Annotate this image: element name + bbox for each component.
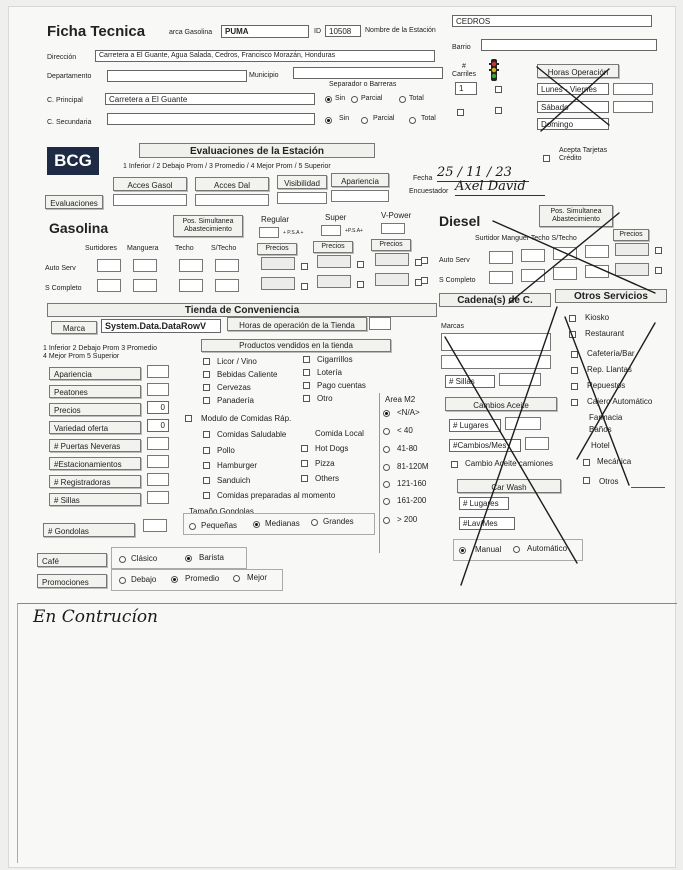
tamano-medianas-label: Medianas: [265, 519, 300, 528]
estacion-field[interactable]: CEDROS: [452, 15, 652, 27]
prod-cigarrillos-label: Cigarrillos: [317, 355, 353, 364]
notes-handwritten: En Contrucíon: [33, 607, 159, 627]
super-label: Super: [325, 213, 347, 222]
cafe-clasico-label: Clásico: [131, 554, 158, 563]
cadena-cross-b: [461, 307, 557, 585]
diesel-cross-a: [493, 221, 655, 293]
eval-variedad-button[interactable]: Variedad oferta: [49, 421, 141, 434]
cambios-aceite-button[interactable]: Cambios Aceite: [445, 397, 557, 411]
horas-operacion-button[interactable]: Horas Operación: [537, 64, 619, 78]
separador2-total-label: Total: [421, 115, 436, 122]
tarjetas-label: Acepta Tarjetas Crédito: [559, 147, 608, 162]
fecha-handwritten: 25 / 11 / 23: [437, 165, 512, 180]
area-over200-label: > 200: [397, 515, 418, 524]
promo-mejor-label: Mejor: [247, 573, 268, 582]
prod-licor-label: Licor / Vino: [217, 357, 257, 366]
eval-registradoras-button[interactable]: # Registradoras: [49, 475, 141, 488]
tienda-horas-button[interactable]: Horas de operación de la Tienda: [227, 317, 367, 331]
diesel-title: Diesel: [439, 213, 481, 229]
prod-otro-label: Otro: [317, 394, 333, 403]
eval-sillas-button[interactable]: # Sillas: [49, 493, 141, 506]
cadena-header: Cadena(s) de C.: [439, 293, 551, 307]
municipio-label: Municipio: [249, 72, 279, 79]
separador2-parcial-label: Parcial: [373, 115, 395, 122]
marca-field[interactable]: PUMA: [221, 25, 309, 38]
separador-parcial-label: Parcial: [361, 95, 383, 102]
promo-promedio-label: Promedio: [185, 574, 220, 583]
vpower-precios-button[interactable]: Precios: [371, 239, 411, 251]
otros-cajero-label: Cajero Automático: [587, 397, 653, 406]
area-label: Area M2: [385, 395, 416, 404]
diesel-s-completo-label: S Completo: [439, 277, 476, 284]
otros-kiosko-label: Kiosko: [585, 313, 610, 322]
prod-panaderia-label: Panadería: [217, 396, 254, 405]
tienda-header: Tienda de Conveniencia: [47, 303, 437, 317]
prod-cervezas-label: Cervezas: [217, 383, 251, 392]
direccion-label: Dirección: [47, 54, 77, 61]
separador-total-label: Total: [409, 95, 424, 102]
eval-apariencia-button[interactable]: Apariencia: [49, 367, 141, 380]
prod-bebidas-label: Bebidas Caliente: [217, 370, 278, 379]
id-label: ID: [314, 28, 321, 35]
otros-farmacia-label: Farmacia: [589, 413, 623, 422]
secundaria-label: C. Secundaria: [47, 119, 92, 126]
visibilidad-button[interactable]: Visibilidad: [277, 175, 327, 189]
eval-variedad-value[interactable]: 0: [147, 419, 169, 432]
domingo-field[interactable]: Domingo: [537, 118, 609, 130]
gasolina-col-surtidores: Surtidores: [85, 245, 117, 252]
principal-field[interactable]: Carretera a El Guante: [105, 93, 315, 105]
otros-cafeteria-label: Cafetería/Bar: [587, 349, 635, 358]
otros-restaurant-label: Restaurant: [585, 329, 625, 338]
principal-label: C. Principal: [47, 97, 83, 104]
cadena-cross-a: [445, 337, 577, 563]
comida-hamburger-label: Hamburger: [217, 461, 258, 470]
otros-hotel-label: Hotel: [591, 441, 610, 450]
separador-sin-label: Sin: [335, 95, 346, 102]
evaluaciones-scale: 1 Inferior / 2 Debajo Prom / 3 Promedio / 4 Mejor Prom / 5 Superior: [123, 163, 331, 170]
carwash-automatico-label: Automático: [527, 544, 568, 553]
gasolina-s-completo-label: S Completo: [45, 285, 82, 292]
tienda-scale-1: 1 Inferior 2 Debajo Prom 3 Promedio: [43, 345, 157, 352]
separador-label: Separador o Barreras: [329, 81, 397, 88]
tamano-gondolas-label: Tamaño Gondolas: [189, 507, 254, 516]
otros-repuestos-label: Repuestos: [587, 381, 626, 390]
encuestador-handwritten: Axel David: [455, 179, 526, 194]
gasolina-title: Gasolina: [49, 220, 109, 236]
comida-sanduich-label: Sanduich: [217, 476, 251, 485]
acces-gasol-button[interactable]: Acces Gasol: [113, 177, 187, 191]
diesel-cols: Surtidor Manguer Techo S/Techo: [475, 235, 577, 242]
tamano-pequenas-label: Pequeñas: [201, 521, 238, 530]
barrio-label: Barrio: [452, 44, 471, 51]
regular-label: Regular: [261, 215, 290, 224]
lugares-field[interactable]: # Lugares: [449, 419, 501, 432]
cambios-mes-field[interactable]: #Cambios/Mes: [449, 439, 521, 452]
marca-label: arca Gasolina: [169, 29, 213, 36]
departamento-label: Departamento: [47, 73, 92, 80]
modulo-comidas-label: Modulo de Comidas Ráp.: [201, 414, 292, 423]
eval-puertas-button[interactable]: # Puertas Neveras: [49, 439, 141, 452]
car-wash-button[interactable]: Car Wash: [457, 479, 561, 493]
diesel-auto-serv-label: Auto Serv: [439, 257, 470, 264]
area-200-label: 161-200: [397, 496, 427, 505]
vpower-label: V-Power: [381, 211, 412, 220]
area-na-label: <N/A>: [397, 408, 420, 417]
form-title: Ficha Tecnica: [47, 23, 146, 40]
comida-pizza-label: Pizza: [315, 459, 335, 468]
gasolina-auto-serv-label: Auto Serv: [45, 265, 76, 272]
cadena-marcas-label: Marcas: [441, 323, 464, 330]
eval-precios-value[interactable]: 0: [147, 401, 169, 414]
super-precios-button[interactable]: Precios: [313, 241, 353, 253]
comida-others-label: Others: [315, 474, 340, 483]
diesel-precios-button[interactable]: Precios: [613, 229, 649, 241]
fecha-label: Fecha: [413, 175, 433, 182]
otros-banos-label: Baños: [589, 425, 612, 434]
comida-pollo-label: Pollo: [217, 446, 235, 455]
eval-peatones-button[interactable]: Peatones: [49, 385, 141, 398]
carwash-manual-label: Manual: [475, 545, 502, 554]
area-120-label: 81-120M: [397, 462, 429, 471]
psa-label-2: +P.S.A+: [345, 228, 363, 234]
productos-button[interactable]: Productos vendidos en la tienda: [201, 339, 391, 352]
cafe-barista-label: Barista: [199, 553, 224, 562]
gondolas-button[interactable]: # Gondolas: [43, 523, 135, 537]
otros-otros-label: Otros: [599, 477, 619, 486]
otros-cross-a: [565, 317, 632, 485]
area-80-label: 41-80: [397, 444, 418, 453]
gasolina-pos-sim-button[interactable]: Pos. Simultanea Abastecimiento: [173, 215, 243, 237]
comida-saludable-label: Comidas Saludable: [217, 430, 287, 439]
gasolina-col-techo: Techo: [175, 245, 194, 252]
gasolina-col-manguera: Manguera: [127, 245, 159, 252]
cambio-camiones-label: Cambio Aceite camiones: [465, 459, 554, 468]
carriles-field[interactable]: 1: [455, 82, 477, 95]
tamano-grandes-label: Grandes: [323, 517, 354, 526]
eval-estacionamientos-button[interactable]: #Estacionamientos: [49, 457, 141, 470]
comida-preparadas-label: Comidas preparadas al momento: [217, 491, 336, 500]
carwash-lugares-field[interactable]: # Lugares: [459, 497, 509, 510]
diesel-pos-sim-button[interactable]: Pos. Simultanea Abastecimiento: [539, 205, 613, 227]
tienda-scale-2: 4 Mejor Prom 5 Superior: [43, 353, 120, 360]
promo-debajo-label: Debajo: [131, 575, 157, 584]
psa-label-1: + P.S.A +: [283, 230, 304, 236]
diesel-cross-b: [509, 213, 619, 303]
eval-precios-button[interactable]: Precios: [49, 403, 141, 416]
acces-dal-button[interactable]: Acces Dal: [195, 177, 269, 191]
prod-loteria-label: Lotería: [317, 368, 342, 377]
gasolina-col-stecho: S/Techo: [211, 245, 237, 252]
id-field[interactable]: 10508: [325, 25, 361, 37]
handwritten-crossouts: [9, 7, 677, 869]
otros-header: Otros Servicios: [555, 289, 667, 303]
evaluaciones-button[interactable]: Evaluaciones: [45, 195, 103, 209]
comida-hotdogs-label: Hot Dogs: [315, 444, 349, 453]
otros-llantas-label: Rep. Llantas: [587, 365, 632, 374]
otros-cross-b: [577, 323, 655, 459]
cafe-button[interactable]: Café: [37, 553, 107, 567]
prod-pago-label: Pago cuentas: [317, 381, 366, 390]
form-sheet: [8, 6, 676, 868]
area-160-label: 121-160: [397, 479, 427, 488]
regular-precios-button[interactable]: Precios: [257, 243, 297, 255]
lav-mes-field[interactable]: #Lav/Mes: [459, 517, 515, 530]
horas-cross-a: [537, 67, 609, 125]
carriles-label: # Carriles: [451, 63, 477, 78]
tienda-marca-button[interactable]: Marca: [51, 321, 97, 334]
direccion-field[interactable]: Carretera a El Guante, Agua Salada, Cedros, Francisco Morazán, Honduras: [95, 50, 435, 62]
evaluaciones-header: Evaluaciones de la Estación: [139, 143, 375, 158]
lunes-viernes-field[interactable]: Lunes - Viernes: [537, 83, 609, 95]
encuestador-label: Encuestador: [409, 188, 449, 195]
apariencia-button[interactable]: Apariencia: [331, 173, 389, 187]
promociones-button[interactable]: Promociones: [37, 574, 107, 588]
estacion-label: Nombre de la Estación: [365, 27, 436, 34]
sabado-field[interactable]: Sábado: [537, 101, 609, 113]
area-40-label: < 40: [397, 426, 413, 435]
otros-mecanica-label: Mecánica: [597, 457, 632, 466]
cadena-sillas-field[interactable]: # Sillas: [445, 375, 495, 388]
comida-local-label: Comida Local: [315, 429, 364, 438]
bcg-logo: BCG: [47, 147, 99, 175]
separador2-sin-label: Sin: [339, 115, 350, 122]
tienda-marca-field[interactable]: System.Data.DataRowV: [101, 319, 221, 333]
